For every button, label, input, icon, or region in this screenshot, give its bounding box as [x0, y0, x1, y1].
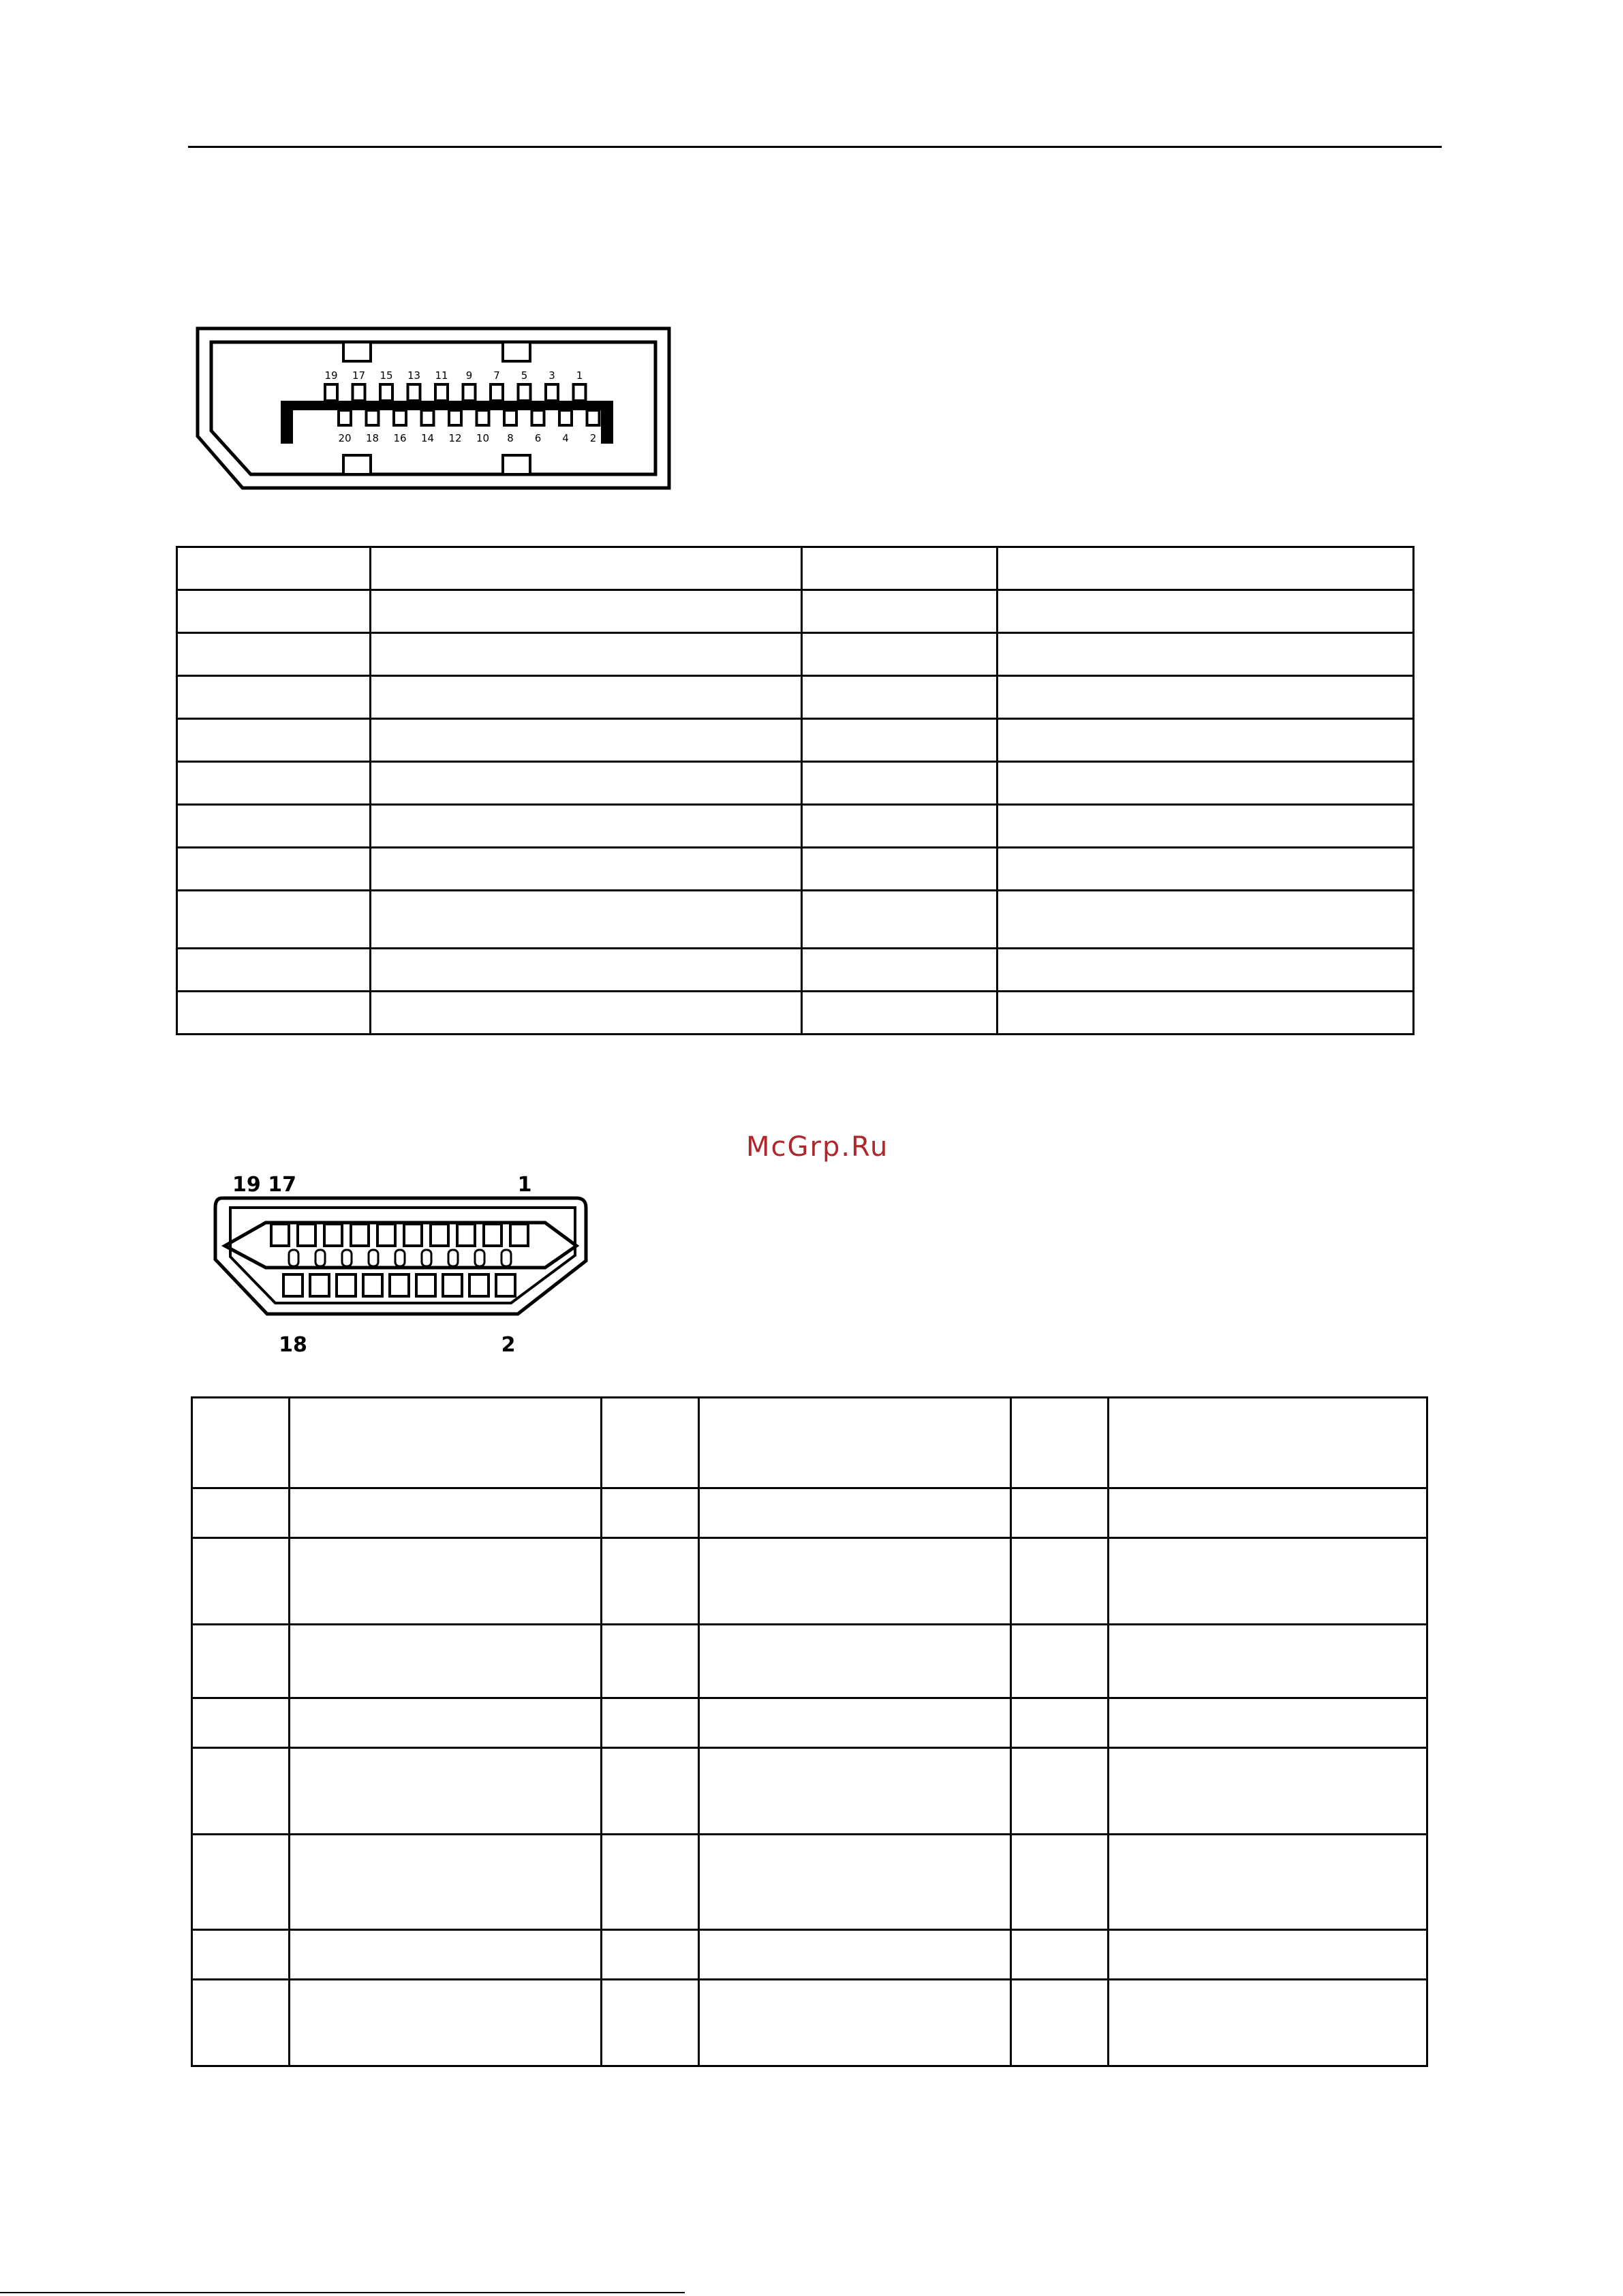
- table-cell: [371, 848, 802, 891]
- hdmi-label-2: 2: [501, 1333, 516, 1356]
- table-cell: [192, 1835, 290, 1930]
- dp-pin-number: 17: [352, 369, 366, 382]
- hdmi-label-19-17: 19 17: [232, 1173, 296, 1197]
- table-cell: [371, 992, 802, 1035]
- table-cell: [802, 762, 998, 805]
- table-cell: [1109, 1625, 1427, 1698]
- table-cell: [192, 1488, 290, 1538]
- hdmi-contact-top: [431, 1224, 448, 1246]
- table-cell: [177, 805, 371, 848]
- dp-pin-number: 9: [465, 369, 473, 382]
- table-cell: [192, 1930, 290, 1980]
- table-cell: [192, 1748, 290, 1835]
- table-cell: [371, 676, 802, 719]
- dp-contact-bottom: [394, 410, 406, 425]
- hdmi-contact-bottom: [443, 1274, 462, 1296]
- dp-pin-number: 4: [562, 432, 569, 444]
- dp-pin-number: 13: [407, 369, 421, 382]
- table-cell: [290, 1980, 602, 2066]
- dp-contact-top: [574, 384, 586, 401]
- hdmi-contact-mid: [475, 1250, 484, 1266]
- table-cell: [177, 719, 371, 762]
- hdmi-contact-top: [457, 1224, 475, 1246]
- dp-pin-number: 3: [548, 369, 555, 382]
- table-cell: [802, 676, 998, 719]
- table-cell: [699, 1538, 1011, 1625]
- table-cell: [1011, 1835, 1109, 1930]
- table-cell: [699, 1930, 1011, 1980]
- table-cell: [602, 1625, 699, 1698]
- hdmi-contact-bottom: [363, 1274, 382, 1296]
- dp-table-row: [177, 590, 1414, 633]
- dp-contact-bottom: [339, 410, 351, 425]
- table-cell: [998, 676, 1414, 719]
- table-cell: [371, 891, 802, 949]
- hdmi-contact-mid: [342, 1250, 352, 1266]
- table-cell: [602, 1698, 699, 1748]
- table-cell: [290, 1488, 602, 1538]
- hdmi-contact-top: [484, 1224, 501, 1246]
- hdmi-table-row: [192, 1625, 1427, 1698]
- table-cell: [1109, 1980, 1427, 2066]
- dp-pin-number: 19: [324, 369, 338, 382]
- hdmi-contact-bottom: [416, 1274, 435, 1296]
- hdmi-contact-top: [271, 1224, 289, 1246]
- dp-table-row: [177, 848, 1414, 891]
- table-cell: [1109, 1835, 1427, 1930]
- hdmi-contact-mid: [448, 1250, 458, 1266]
- table-cell: [802, 633, 998, 676]
- dp-contact-top: [435, 384, 448, 401]
- dp-pin-number: 8: [507, 432, 514, 444]
- table-cell: [290, 1748, 602, 1835]
- hdmi-contact-top: [510, 1224, 528, 1246]
- table-cell: [177, 547, 371, 590]
- dp-pin-number: 12: [448, 432, 462, 444]
- hdmi-connector-diagram: [204, 1159, 600, 1356]
- watermark-text: McGrp.Ru: [746, 1131, 889, 1163]
- hdmi-table-row: [192, 1538, 1427, 1625]
- dp-table-row: [177, 949, 1414, 992]
- hdmi-contact-bottom: [310, 1274, 329, 1296]
- table-cell: [177, 992, 371, 1035]
- dp-table-row: [177, 719, 1414, 762]
- hdmi-table-row: [192, 1698, 1427, 1748]
- displayport-connector-diagram: [195, 326, 672, 496]
- table-cell: [371, 590, 802, 633]
- hdmi-table-row: [192, 1488, 1427, 1538]
- hdmi-pin-table: [191, 1396, 1428, 2067]
- table-cell: [192, 1980, 290, 2066]
- dp-table-row: [177, 633, 1414, 676]
- table-cell: [177, 676, 371, 719]
- table-cell: [699, 1748, 1011, 1835]
- table-cell: [177, 633, 371, 676]
- table-cell: [699, 1980, 1011, 2066]
- table-cell: [699, 1835, 1011, 1930]
- table-cell: [602, 1538, 699, 1625]
- footer-rule: [0, 2292, 685, 2293]
- dp-contact-top: [353, 384, 365, 401]
- dp-pin-number: 7: [493, 369, 500, 382]
- hdmi-table-row: [192, 1398, 1427, 1488]
- table-cell: [371, 805, 802, 848]
- hdmi-contact-bottom: [283, 1274, 303, 1296]
- table-cell: [802, 805, 998, 848]
- table-cell: [177, 762, 371, 805]
- hdmi-contact-mid: [422, 1250, 431, 1266]
- table-cell: [1011, 1625, 1109, 1698]
- table-cell: [290, 1398, 602, 1488]
- table-cell: [371, 949, 802, 992]
- hdmi-contact-mid: [289, 1250, 298, 1266]
- table-cell: [177, 590, 371, 633]
- table-cell: [371, 547, 802, 590]
- dp-contact-top: [519, 384, 531, 401]
- table-cell: [998, 590, 1414, 633]
- dp-pin-number: 1: [576, 369, 583, 382]
- table-cell: [602, 1488, 699, 1538]
- table-cell: [290, 1625, 602, 1698]
- displayport-pin-table: [176, 546, 1415, 1035]
- table-cell: [998, 992, 1414, 1035]
- table-cell: [602, 1980, 699, 2066]
- hdmi-table-row: [192, 1980, 1427, 2066]
- table-cell: [998, 848, 1414, 891]
- dp-pin-number: 16: [393, 432, 407, 444]
- dp-contact-bottom: [504, 410, 516, 425]
- dp-pin-number: 20: [338, 432, 352, 444]
- dp-contact-top: [380, 384, 392, 401]
- dp-contact-bottom: [449, 410, 461, 425]
- table-cell: [998, 762, 1414, 805]
- dp-contact-top: [491, 384, 503, 401]
- table-cell: [699, 1625, 1011, 1698]
- hdmi-label-18: 18: [279, 1333, 307, 1356]
- hdmi-table-row: [192, 1748, 1427, 1835]
- dp-pin-number: 2: [589, 432, 597, 444]
- table-cell: [192, 1398, 290, 1488]
- hdmi-contact-mid: [315, 1250, 325, 1266]
- dp-pin-number: 10: [476, 432, 490, 444]
- dp-table-row: [177, 762, 1414, 805]
- hdmi-contact-mid: [501, 1250, 511, 1266]
- dp-table-row: [177, 676, 1414, 719]
- hdmi-table-row: [192, 1835, 1427, 1930]
- table-cell: [998, 949, 1414, 992]
- table-cell: [802, 719, 998, 762]
- hdmi-contact-top: [298, 1224, 315, 1246]
- table-cell: [192, 1538, 290, 1625]
- table-cell: [998, 633, 1414, 676]
- table-cell: [998, 891, 1414, 949]
- table-cell: [192, 1698, 290, 1748]
- table-cell: [1011, 1538, 1109, 1625]
- dp-table-row: [177, 891, 1414, 949]
- table-cell: [998, 547, 1414, 590]
- hdmi-label-1: 1: [517, 1173, 532, 1197]
- table-cell: [177, 848, 371, 891]
- header-rule: [188, 146, 1442, 148]
- table-cell: [371, 719, 802, 762]
- dp-contact-bottom: [477, 410, 489, 425]
- dp-pin-number: 6: [534, 432, 542, 444]
- dp-pin-number: 5: [521, 369, 528, 382]
- table-cell: [1109, 1930, 1427, 1980]
- table-cell: [290, 1538, 602, 1625]
- table-cell: [802, 848, 998, 891]
- table-cell: [177, 891, 371, 949]
- table-cell: [699, 1698, 1011, 1748]
- dp-table-row: [177, 992, 1414, 1035]
- hdmi-contact-top: [351, 1224, 369, 1246]
- hdmi-contact-bottom: [469, 1274, 489, 1296]
- dp-table-row: [177, 547, 1414, 590]
- table-cell: [802, 992, 998, 1035]
- hdmi-contact-bottom: [337, 1274, 356, 1296]
- table-cell: [290, 1835, 602, 1930]
- hdmi-table-row: [192, 1930, 1427, 1980]
- table-cell: [802, 547, 998, 590]
- dp-pin-number: 11: [435, 369, 448, 382]
- dp-contact-top: [546, 384, 558, 401]
- table-cell: [1109, 1398, 1427, 1488]
- table-cell: [1109, 1488, 1427, 1538]
- table-cell: [1011, 1488, 1109, 1538]
- dp-contact-bottom: [559, 410, 572, 425]
- table-cell: [602, 1398, 699, 1488]
- table-cell: [1011, 1930, 1109, 1980]
- table-cell: [290, 1930, 602, 1980]
- table-cell: [1109, 1538, 1427, 1625]
- table-cell: [998, 805, 1414, 848]
- hdmi-contact-top: [324, 1224, 342, 1246]
- dp-contact-bottom: [587, 410, 600, 425]
- dp-table-row: [177, 805, 1414, 848]
- hdmi-contact-mid: [369, 1250, 378, 1266]
- hdmi-contact-top: [377, 1224, 395, 1246]
- hdmi-contact-bottom: [390, 1274, 409, 1296]
- dp-contact-top: [408, 384, 420, 401]
- table-cell: [1011, 1980, 1109, 2066]
- dp-contact-top: [325, 384, 337, 401]
- dp-pin-number: 18: [365, 432, 380, 444]
- table-cell: [699, 1398, 1011, 1488]
- table-cell: [602, 1835, 699, 1930]
- table-cell: [177, 949, 371, 992]
- table-cell: [371, 633, 802, 676]
- table-cell: [192, 1625, 290, 1698]
- table-cell: [699, 1488, 1011, 1538]
- dp-pin-number: 14: [420, 432, 435, 444]
- table-cell: [998, 719, 1414, 762]
- hdmi-contact-mid: [395, 1250, 405, 1266]
- table-cell: [1011, 1398, 1109, 1488]
- table-cell: [802, 891, 998, 949]
- table-cell: [371, 762, 802, 805]
- dp-pin-number: 15: [380, 369, 393, 382]
- hdmi-contact-top: [404, 1224, 422, 1246]
- table-cell: [802, 949, 998, 992]
- dp-contact-top: [463, 384, 476, 401]
- table-cell: [802, 590, 998, 633]
- table-cell: [602, 1748, 699, 1835]
- table-cell: [1011, 1698, 1109, 1748]
- dp-contact-bottom: [367, 410, 379, 425]
- table-cell: [1011, 1748, 1109, 1835]
- hdmi-contact-bottom: [496, 1274, 515, 1296]
- table-cell: [1109, 1748, 1427, 1835]
- dp-contact-bottom: [422, 410, 434, 425]
- dp-contact-bottom: [532, 410, 544, 425]
- table-cell: [602, 1930, 699, 1980]
- table-cell: [290, 1698, 602, 1748]
- table-cell: [1109, 1698, 1427, 1748]
